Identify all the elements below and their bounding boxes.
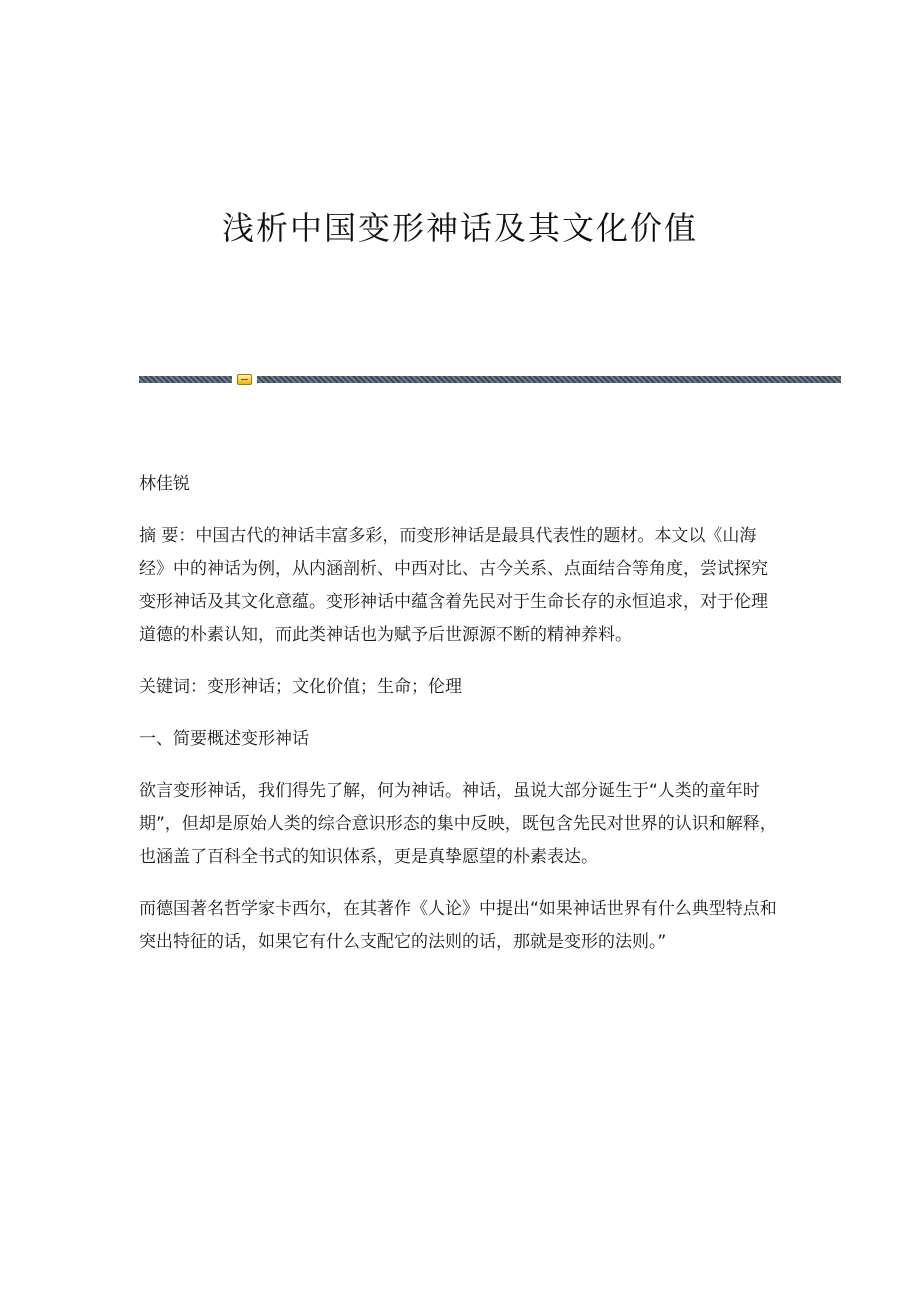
- section-heading: 一、简要概述变形神话: [139, 729, 309, 749]
- keywords-paragraph: [139, 671, 779, 704]
- divider-ornament-icon: [237, 374, 252, 385]
- abstract-paragraph: [139, 520, 779, 652]
- author-name: 林佳锐: [139, 474, 190, 494]
- body-paragraph-2: 而德国著名哲学家卡西尔，在其著作《人论》中提出“如果神话世界有什么典型特点和突出特征的话，如果它有什么支配它的法则的话，那就是变形的法则。”: [139, 899, 777, 952]
- title-divider: [139, 374, 841, 385]
- keywords-label: 关键词：: [139, 677, 207, 697]
- keywords-text: 变形神话；文化价值；生命；伦理: [207, 677, 462, 697]
- body-paragraph-1: 欲言变形神话，我们得先了解，何为神话。神话，虽说大部分诞生于“人类的童年时期”，但却是原始人类的综合意识形态的集中反映，既包含先民对世界的认识和解释，也涵盖了百科全书式的知识体系，更是真挚愿望的朴素表达。: [139, 781, 777, 867]
- divider-bar-right: [257, 376, 841, 383]
- abstract-text: 中国古代的神话丰富多彩，而变形神话是最具代表性的题材。本文以《山海经》中的神话为例，从内涵剖析、中西对比、古今关系、点面结合等角度，尝试探究变形神话及其文化意蕴。变形神话中蕴含着先民对于生命长存的永恒追求，对于伦理道德的朴素认知，而此类神话也为赋予后世源源不断的精神养料。: [139, 526, 768, 645]
- abstract-label: 摘 要：: [139, 526, 196, 546]
- document-body: [139, 468, 779, 959]
- divider-bar-left: [139, 376, 232, 383]
- document-title: 浅析中国变形神话及其文化价值: [221, 209, 698, 247]
